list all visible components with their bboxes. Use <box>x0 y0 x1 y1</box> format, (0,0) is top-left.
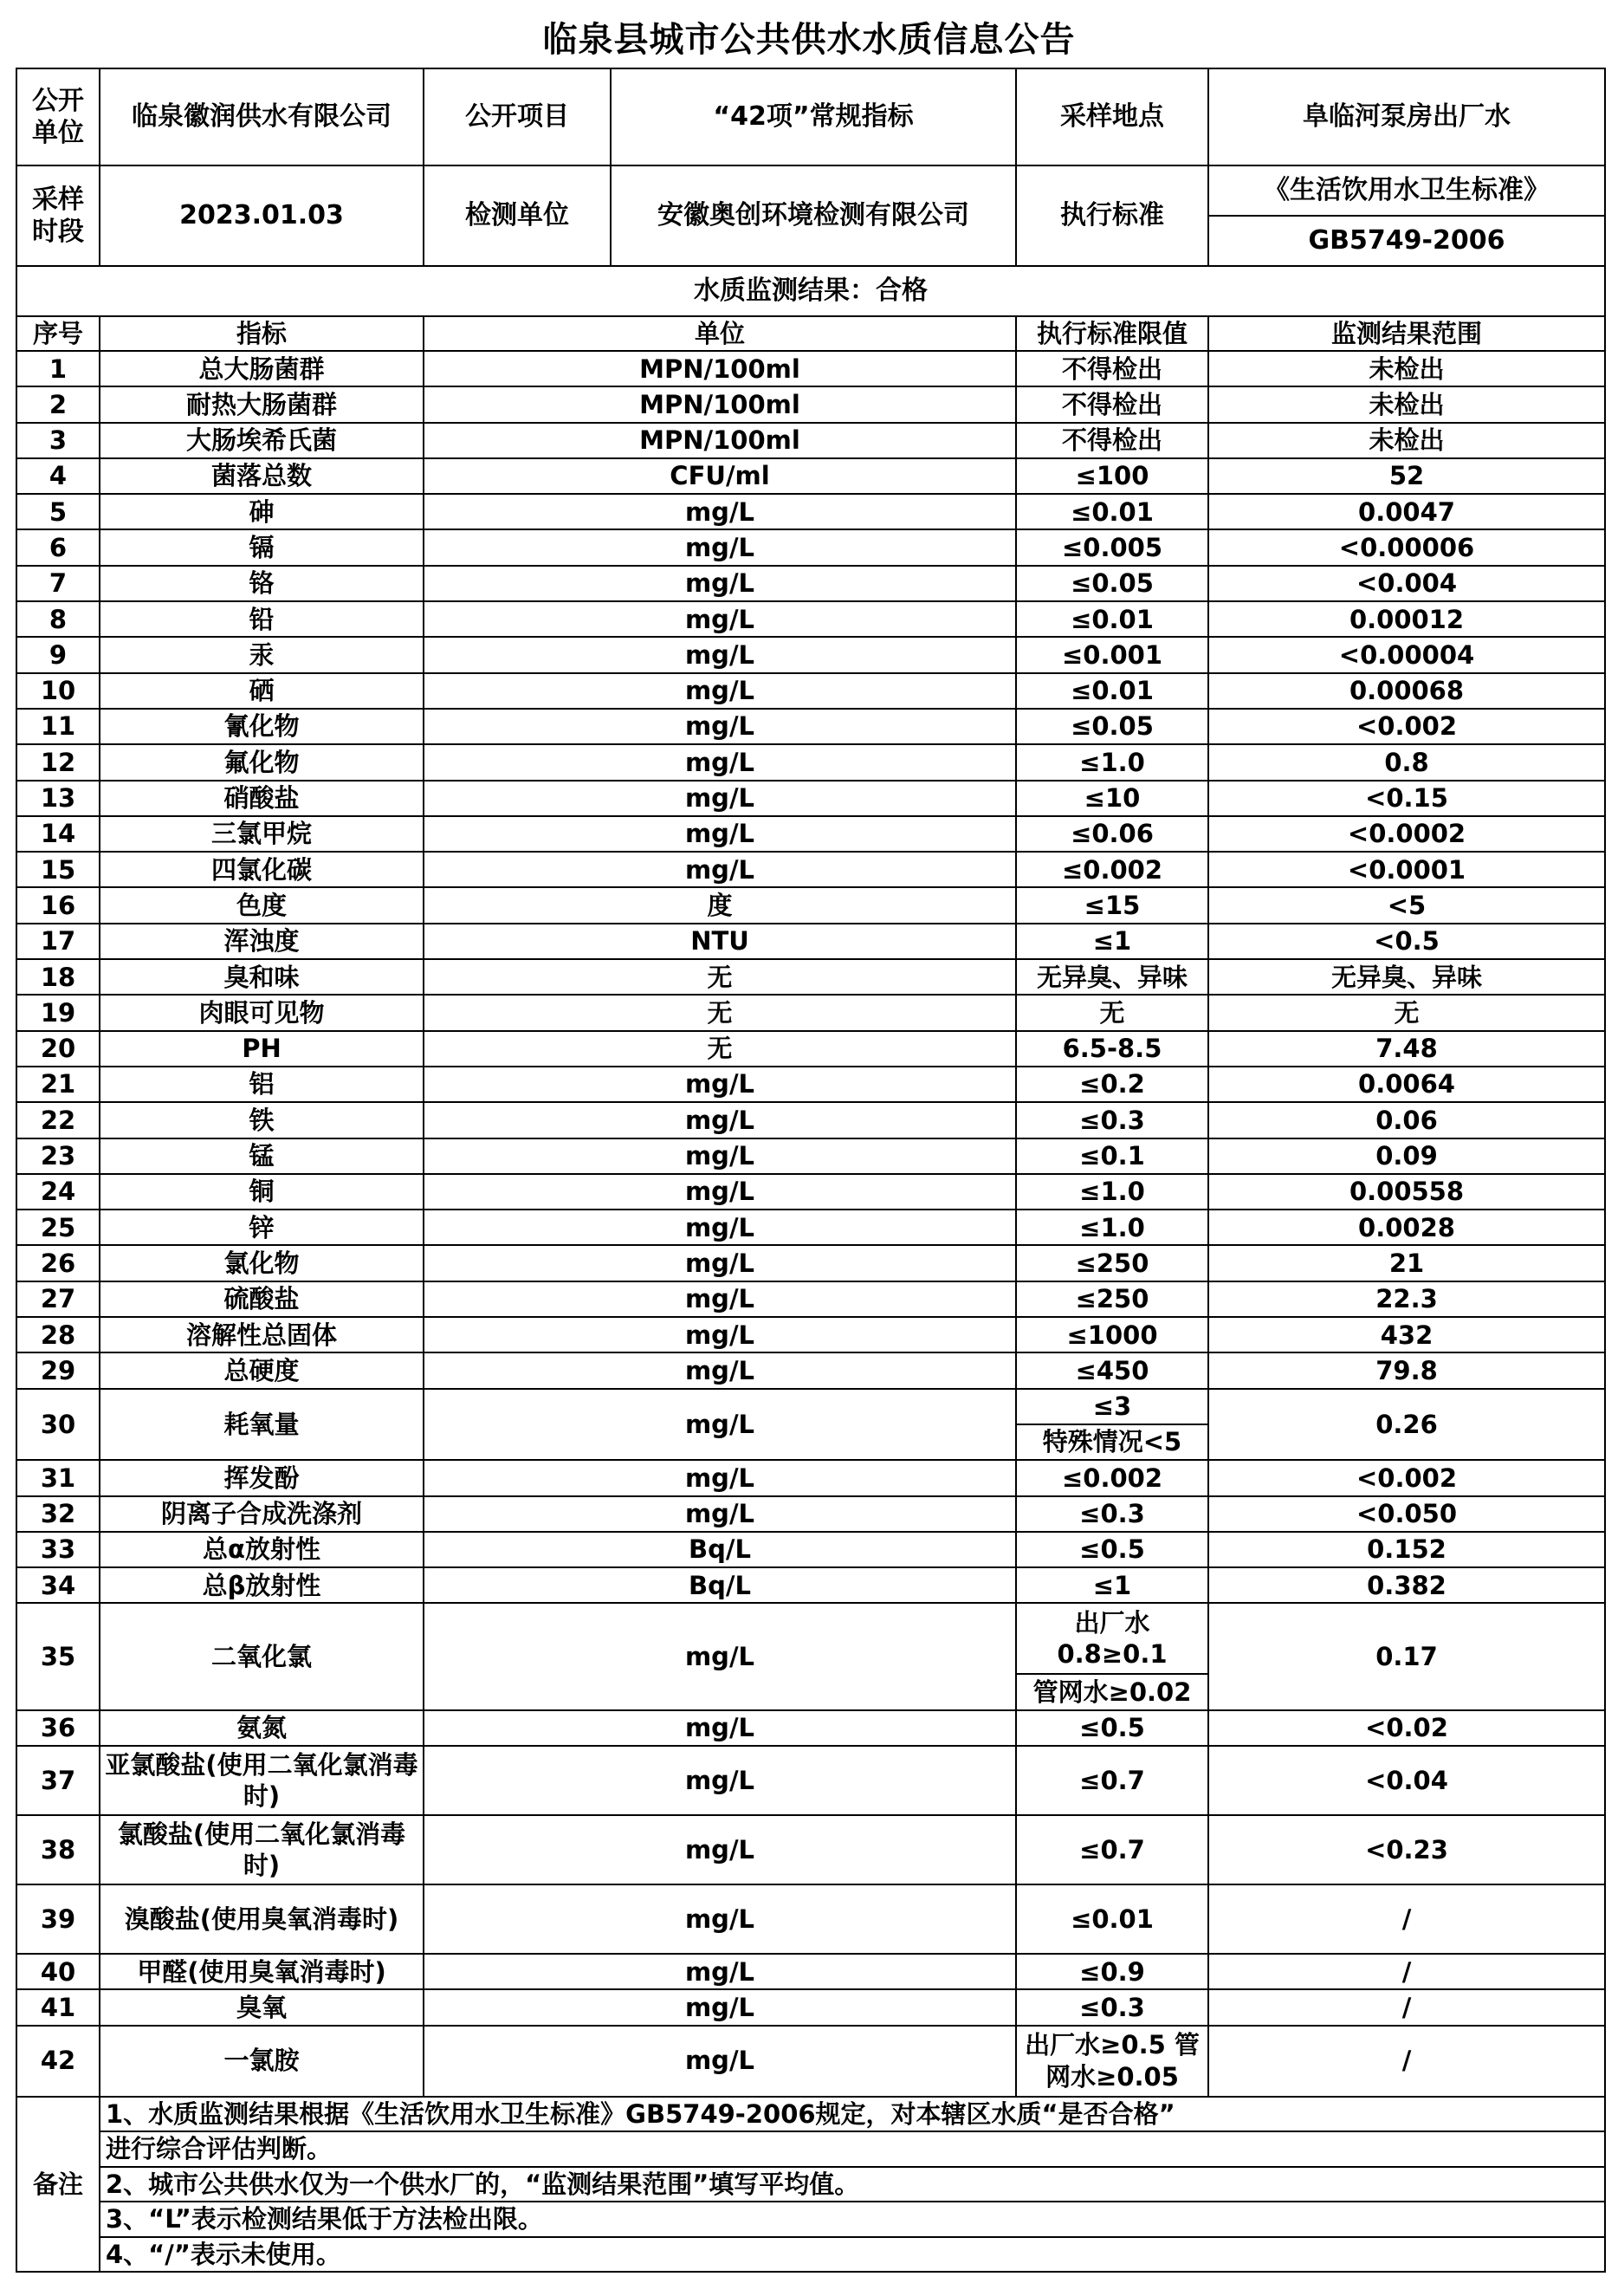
row-result: <0.004 <box>1208 566 1605 601</box>
row-limit: ≤0.05 <box>1016 709 1208 744</box>
row-no: 9 <box>16 637 100 672</box>
table-row <box>16 1317 1605 1352</box>
table-row <box>16 1815 1605 1884</box>
row-result: 0.17 <box>1208 1603 1605 1709</box>
row-result: <0.00006 <box>1208 529 1605 565</box>
row-limit: ≤1000 <box>1016 1317 1208 1352</box>
row-no: 29 <box>16 1352 100 1388</box>
row-limit: 出厂水≥0.5 管网水≥0.05 <box>1016 2026 1208 2097</box>
value-standard-name: 《生活饮用水卫生标准》 <box>1208 165 1605 216</box>
row-result: 21 <box>1208 1245 1605 1281</box>
row-result: 0.8 <box>1208 744 1605 780</box>
row-indicator: 总β放射性 <box>100 1567 424 1603</box>
row-no: 25 <box>16 1210 100 1245</box>
note-line: 进行综合评估判断。 <box>100 2131 1605 2167</box>
label-publisher: 公开单位 <box>16 68 100 165</box>
notes-row <box>16 2131 1605 2167</box>
row-result: / <box>1208 2026 1605 2097</box>
table-row <box>16 1138 1605 1174</box>
table-row <box>16 673 1605 709</box>
row-limit-b: 管网水≥0.02 <box>1016 1674 1208 1709</box>
row-limit: ≤0.001 <box>1016 637 1208 672</box>
row-no: 41 <box>16 1989 100 2025</box>
row-limit-b: 特殊情况<5 <box>1016 1424 1208 1460</box>
value-sampling-site: 阜临河泵房出厂水 <box>1208 68 1605 165</box>
row-unit: mg/L <box>424 1954 1016 1989</box>
row-indicator: 色度 <box>100 887 424 923</box>
row-no: 11 <box>16 709 100 744</box>
row-unit: 无 <box>424 959 1016 995</box>
row-no: 22 <box>16 1102 100 1138</box>
table-row <box>16 1954 1605 1989</box>
row-indicator: 氟化物 <box>100 744 424 780</box>
row-limit: ≤1 <box>1016 924 1208 959</box>
row-no: 37 <box>16 1746 100 1815</box>
row-unit: 度 <box>424 887 1016 923</box>
row-limit: ≤0.3 <box>1016 1496 1208 1532</box>
row-indicator: 甲醛(使用臭氧消毒时) <box>100 1954 424 1989</box>
row-result: 0.06 <box>1208 1102 1605 1138</box>
label-project: 公开项目 <box>424 68 611 165</box>
row-indicator: 臭和味 <box>100 959 424 995</box>
row-no: 17 <box>16 924 100 959</box>
row-result: / <box>1208 1989 1605 2025</box>
row-indicator: 肉眼可见物 <box>100 995 424 1030</box>
notes-label: 备注 <box>16 2097 100 2273</box>
row-unit: 无 <box>424 1031 1016 1067</box>
row-result: 432 <box>1208 1317 1605 1352</box>
row-result: 0.0064 <box>1208 1067 1605 1102</box>
row-result: 52 <box>1208 458 1605 494</box>
row-unit: mg/L <box>424 1245 1016 1281</box>
table-row <box>16 494 1605 529</box>
row-unit: mg/L <box>424 2026 1016 2097</box>
table-row <box>16 1031 1605 1067</box>
label-sampling-period: 采样时段 <box>16 165 100 266</box>
notes-row <box>16 2202 1605 2237</box>
row-result: <0.04 <box>1208 1746 1605 1815</box>
row-result: <0.0002 <box>1208 816 1605 852</box>
value-testing-org: 安徽奥创环境检测有限公司 <box>611 165 1016 266</box>
label-testing-org: 检测单位 <box>424 165 611 266</box>
row-indicator: 总α放射性 <box>100 1532 424 1567</box>
page-title: 临泉县城市公共供水水质信息公告 <box>542 20 1076 60</box>
rows-1-29 <box>16 351 1605 1389</box>
row-indicator: 镉 <box>100 529 424 565</box>
row-limit: 不得检出 <box>1016 351 1208 386</box>
row-no: 19 <box>16 995 100 1030</box>
row-limit: ≤0.3 <box>1016 1989 1208 2025</box>
row-indicator: 铬 <box>100 566 424 601</box>
row-indicator: 耗氧量 <box>100 1389 424 1461</box>
row-limit: ≤0.5 <box>1016 1532 1208 1567</box>
water-quality-table <box>16 68 1606 2273</box>
row-no: 1 <box>16 351 100 386</box>
row-indicator: 浑浊度 <box>100 924 424 959</box>
row-limit: ≤0.01 <box>1016 494 1208 529</box>
row-no: 39 <box>16 1884 100 1954</box>
row-indicator: 一氯胺 <box>100 2026 424 2097</box>
row-indicator: 硝酸盐 <box>100 781 424 816</box>
row-no: 36 <box>16 1710 100 1746</box>
row-limit: 无异臭、异味 <box>1016 959 1208 995</box>
table-row <box>16 637 1605 672</box>
row-limit: ≤1.0 <box>1016 1174 1208 1210</box>
row-limit: ≤0.002 <box>1016 1460 1208 1495</box>
row-limit: ≤0.01 <box>1016 673 1208 709</box>
row-indicator: 氰化物 <box>100 709 424 744</box>
row-indicator: PH <box>100 1031 424 1067</box>
table-row <box>16 601 1605 637</box>
table-row <box>16 709 1605 744</box>
row-result: / <box>1208 1884 1605 1954</box>
result-summary: 水质监测结果：合格 <box>16 266 1605 316</box>
row-result: 0.0047 <box>1208 494 1605 529</box>
row-result: <0.0001 <box>1208 852 1605 887</box>
row-indicator: 溶解性总固体 <box>100 1317 424 1352</box>
row-unit: NTU <box>424 924 1016 959</box>
table-row <box>16 1102 1605 1138</box>
notes-row <box>16 2167 1605 2202</box>
note-line: 1、水质监测结果根据《生活饮用水卫生标准》GB5749-2006规定，对本辖区水质“是否合格” <box>100 2097 1605 2132</box>
row-result: 未检出 <box>1208 386 1605 422</box>
row-unit: mg/L <box>424 1989 1016 2025</box>
row-result: 0.00558 <box>1208 1174 1605 1210</box>
value-publisher: 临泉徽润供水有限公司 <box>100 68 424 165</box>
table-row <box>16 1245 1605 1281</box>
row-result: <5 <box>1208 887 1605 923</box>
row-no: 31 <box>16 1460 100 1495</box>
row-unit: mg/L <box>424 781 1016 816</box>
table-row <box>16 1389 1605 1424</box>
header-row-2 <box>16 165 1605 216</box>
row-unit: mg/L <box>424 1210 1016 1245</box>
row-result: <0.00004 <box>1208 637 1605 672</box>
row-unit: mg/L <box>424 1884 1016 1954</box>
row-indicator: 三氯甲烷 <box>100 816 424 852</box>
table-row <box>16 1174 1605 1210</box>
row-no: 23 <box>16 1138 100 1174</box>
row-indicator: 四氯化碳 <box>100 852 424 887</box>
table-row <box>16 1567 1605 1603</box>
table-row <box>16 1210 1605 1245</box>
row-indicator: 氯化物 <box>100 1245 424 1281</box>
row-unit: Bq/L <box>424 1567 1016 1603</box>
table-row <box>16 1067 1605 1102</box>
row-unit: mg/L <box>424 1603 1016 1709</box>
row-indicator: 耐热大肠菌群 <box>100 386 424 422</box>
table-row <box>16 924 1605 959</box>
table-row <box>16 1989 1605 2025</box>
row-unit: 无 <box>424 995 1016 1030</box>
row-unit: mg/L <box>424 744 1016 780</box>
row-unit: mg/L <box>424 637 1016 672</box>
row-unit: mg/L <box>424 1460 1016 1495</box>
row-indicator: 菌落总数 <box>100 458 424 494</box>
row-indicator: 汞 <box>100 637 424 672</box>
row-no: 8 <box>16 601 100 637</box>
row-result: 无异臭、异味 <box>1208 959 1605 995</box>
row-limit: ≤10 <box>1016 781 1208 816</box>
table-row <box>16 529 1605 565</box>
row-unit: MPN/100ml <box>424 423 1016 458</box>
label-sampling-site: 采样地点 <box>1016 68 1208 165</box>
row-result: 0.0028 <box>1208 1210 1605 1245</box>
row-result: 0.152 <box>1208 1532 1605 1567</box>
col-unit: 单位 <box>424 316 1016 351</box>
row-unit: CFU/ml <box>424 458 1016 494</box>
row-unit: MPN/100ml <box>424 351 1016 386</box>
row-limit: ≤1 <box>1016 1567 1208 1603</box>
col-result: 监测结果范围 <box>1208 316 1605 351</box>
row-result: <0.050 <box>1208 1496 1605 1532</box>
row-limit: ≤0.1 <box>1016 1138 1208 1174</box>
row-unit: mg/L <box>424 529 1016 565</box>
row-unit: mg/L <box>424 1102 1016 1138</box>
row-no: 26 <box>16 1245 100 1281</box>
row-no: 5 <box>16 494 100 529</box>
row-limit: ≤1.0 <box>1016 744 1208 780</box>
row-limit: 6.5-8.5 <box>1016 1031 1208 1067</box>
row-no: 32 <box>16 1496 100 1532</box>
row-limit: ≤0.05 <box>1016 566 1208 601</box>
row-indicator: 铜 <box>100 1174 424 1210</box>
table-row <box>16 887 1605 923</box>
table-row <box>16 781 1605 816</box>
row-unit: mg/L <box>424 709 1016 744</box>
row-unit: mg/L <box>424 494 1016 529</box>
row-no: 7 <box>16 566 100 601</box>
row-indicator: 阴离子合成洗涤剂 <box>100 1496 424 1532</box>
table-row <box>16 386 1605 422</box>
row-indicator: 氨氮 <box>100 1710 424 1746</box>
row-indicator: 溴酸盐(使用臭氧消毒时) <box>100 1884 424 1954</box>
row-unit: mg/L <box>424 1352 1016 1388</box>
row-limit: 无 <box>1016 995 1208 1030</box>
row-result: 0.09 <box>1208 1138 1605 1174</box>
row-unit: MPN/100ml <box>424 386 1016 422</box>
row-result: 未检出 <box>1208 423 1605 458</box>
table-row <box>16 816 1605 852</box>
row-unit: mg/L <box>424 852 1016 887</box>
row-result: 0.382 <box>1208 1567 1605 1603</box>
row-unit: mg/L <box>424 1317 1016 1352</box>
row-result: <0.15 <box>1208 781 1605 816</box>
row-limit: ≤0.7 <box>1016 1746 1208 1815</box>
row-indicator: 铅 <box>100 601 424 637</box>
notes-row <box>16 2237 1605 2273</box>
row-no: 20 <box>16 1031 100 1067</box>
row-unit: mg/L <box>424 1815 1016 1884</box>
row-indicator: 大肠埃希氏菌 <box>100 423 424 458</box>
row-limit: ≤0.3 <box>1016 1102 1208 1138</box>
col-indicator: 指标 <box>100 316 424 351</box>
row-unit: mg/L <box>424 1174 1016 1210</box>
row-limit: ≤15 <box>1016 887 1208 923</box>
table-row <box>16 1281 1605 1317</box>
row-indicator: 锰 <box>100 1138 424 1174</box>
row-limit: ≤0.9 <box>1016 1954 1208 1989</box>
row-no: 35 <box>16 1603 100 1709</box>
table-row <box>16 995 1605 1030</box>
column-header-row <box>16 316 1605 351</box>
row-indicator: 氯酸盐(使用二氧化氯消毒时) <box>100 1815 424 1884</box>
table-row <box>16 1710 1605 1746</box>
row-result: <0.5 <box>1208 924 1605 959</box>
label-standard: 执行标准 <box>1016 165 1208 266</box>
table-row <box>16 744 1605 780</box>
row-unit: mg/L <box>424 566 1016 601</box>
row-indicator: 二氧化氯 <box>100 1603 424 1709</box>
row-no: 18 <box>16 959 100 995</box>
row-indicator: 挥发酚 <box>100 1460 424 1495</box>
note-line: 3、“L”表示检测结果低于方法检出限。 <box>100 2202 1605 2237</box>
row-limit: ≤1.0 <box>1016 1210 1208 1245</box>
row-no: 13 <box>16 781 100 816</box>
row-limit: ≤250 <box>1016 1245 1208 1281</box>
row-unit: mg/L <box>424 1067 1016 1102</box>
row-indicator: 亚氯酸盐(使用二氧化氯消毒时) <box>100 1746 424 1815</box>
row-result: <0.002 <box>1208 709 1605 744</box>
row-no: 38 <box>16 1815 100 1884</box>
row-unit: Bq/L <box>424 1532 1016 1567</box>
row-indicator: 铝 <box>100 1067 424 1102</box>
value-standard-code: GB5749-2006 <box>1208 216 1605 266</box>
table-row <box>16 959 1605 995</box>
col-limit: 执行标准限值 <box>1016 316 1208 351</box>
rows-40-41 <box>16 1954 1605 2026</box>
table-row <box>16 1460 1605 1495</box>
row-indicator: 锌 <box>100 1210 424 1245</box>
row-no: 12 <box>16 744 100 780</box>
row-result: 22.3 <box>1208 1281 1605 1317</box>
row-no: 40 <box>16 1954 100 1989</box>
row-no: 33 <box>16 1532 100 1567</box>
row-unit: mg/L <box>424 1389 1016 1461</box>
row-no: 34 <box>16 1567 100 1603</box>
row-result: 79.8 <box>1208 1352 1605 1388</box>
row-unit: mg/L <box>424 1281 1016 1317</box>
row-result: <0.23 <box>1208 1815 1605 1884</box>
note-line: 2、城市公共供水仅为一个供水厂的，“监测结果范围”填写平均值。 <box>100 2167 1605 2202</box>
row-limit: ≤0.2 <box>1016 1067 1208 1102</box>
header-row-1 <box>16 68 1605 165</box>
row-limit-a: ≤3 <box>1016 1389 1208 1424</box>
table-row <box>16 1352 1605 1388</box>
row-no: 15 <box>16 852 100 887</box>
row-limit: 不得检出 <box>1016 423 1208 458</box>
table-row <box>16 1532 1605 1567</box>
note-line: 4、“/”表示未使用。 <box>100 2237 1605 2273</box>
row-result: 0.00012 <box>1208 601 1605 637</box>
row-indicator: 硫酸盐 <box>100 1281 424 1317</box>
col-no: 序号 <box>16 316 100 351</box>
row-limit: ≤0.5 <box>1016 1710 1208 1746</box>
row-no: 24 <box>16 1174 100 1210</box>
row-unit: mg/L <box>424 601 1016 637</box>
rows-31-34 <box>16 1460 1605 1603</box>
table-row <box>16 1884 1605 1954</box>
row-no: 3 <box>16 423 100 458</box>
row-limit: ≤250 <box>1016 1281 1208 1317</box>
row-unit: mg/L <box>424 1496 1016 1532</box>
value-project: “42项”常规指标 <box>611 68 1016 165</box>
row-no: 2 <box>16 386 100 422</box>
row-indicator: 总大肠菌群 <box>100 351 424 386</box>
row-unit: mg/L <box>424 1138 1016 1174</box>
table-row <box>16 423 1605 458</box>
row-unit: mg/L <box>424 1746 1016 1815</box>
row-no: 6 <box>16 529 100 565</box>
row-no: 42 <box>16 2026 100 2097</box>
table-row <box>16 458 1605 494</box>
row-limit: ≤0.06 <box>1016 816 1208 852</box>
table-row <box>16 566 1605 601</box>
row-limit: ≤100 <box>1016 458 1208 494</box>
table-row <box>16 1603 1605 1674</box>
row-limit: 不得检出 <box>1016 386 1208 422</box>
notes-row <box>16 2097 1605 2132</box>
row-result: 7.48 <box>1208 1031 1605 1067</box>
row-no: 30 <box>16 1389 100 1461</box>
row-result: 0.00068 <box>1208 673 1605 709</box>
row-result: / <box>1208 1954 1605 1989</box>
row-limit: ≤0.7 <box>1016 1815 1208 1884</box>
row-no: 16 <box>16 887 100 923</box>
row-result: <0.002 <box>1208 1460 1605 1495</box>
table-row <box>16 351 1605 386</box>
row-unit: mg/L <box>424 816 1016 852</box>
table-row <box>16 2026 1605 2097</box>
row-no: 14 <box>16 816 100 852</box>
row-no: 21 <box>16 1067 100 1102</box>
row-indicator: 硒 <box>100 673 424 709</box>
row-result: 未检出 <box>1208 351 1605 386</box>
row-no: 28 <box>16 1317 100 1352</box>
row-indicator: 臭氧 <box>100 1989 424 2025</box>
rows-37-39 <box>16 1746 1605 1954</box>
row-indicator: 总硬度 <box>100 1352 424 1388</box>
result-summary-row <box>16 266 1605 316</box>
row-no: 4 <box>16 458 100 494</box>
row-unit: mg/L <box>424 1710 1016 1746</box>
row-no: 27 <box>16 1281 100 1317</box>
table-row <box>16 1746 1605 1815</box>
row-limit: ≤450 <box>1016 1352 1208 1388</box>
row-limit: ≤0.002 <box>1016 852 1208 887</box>
row-unit: mg/L <box>424 673 1016 709</box>
value-sampling-period: 2023.01.03 <box>100 165 424 266</box>
row-result: 无 <box>1208 995 1605 1030</box>
row-result: 0.26 <box>1208 1389 1605 1461</box>
row-limit: ≤0.01 <box>1016 1884 1208 1954</box>
row-indicator: 铁 <box>100 1102 424 1138</box>
table-row <box>16 1496 1605 1532</box>
row-no: 10 <box>16 673 100 709</box>
table-row <box>16 852 1605 887</box>
row-limit: ≤0.01 <box>1016 601 1208 637</box>
row-limit: ≤0.005 <box>1016 529 1208 565</box>
row-result: <0.02 <box>1208 1710 1605 1746</box>
row-indicator: 砷 <box>100 494 424 529</box>
row-limit-a: 出厂水0.8≥0.1 <box>1016 1603 1208 1674</box>
